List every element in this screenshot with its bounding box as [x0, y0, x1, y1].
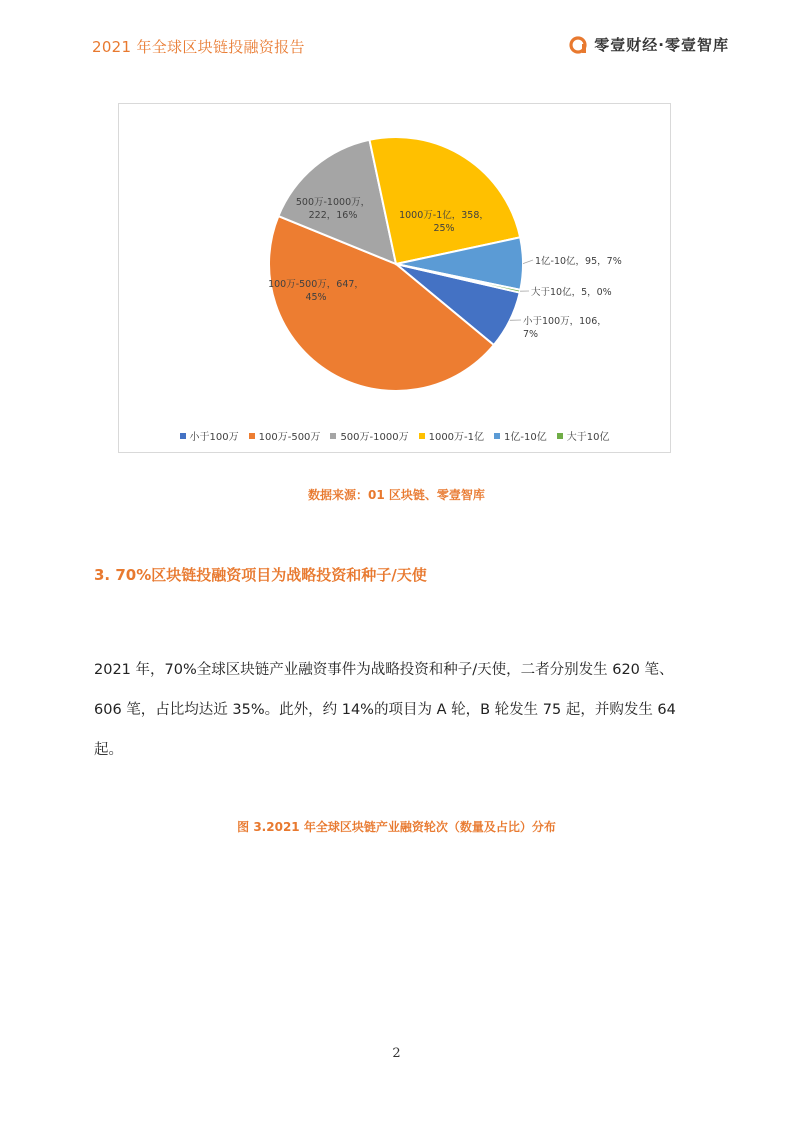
legend-swatch [494, 433, 500, 439]
legend-label: 大于10亿 [566, 432, 610, 443]
slice-label [523, 315, 607, 340]
legend-item [180, 428, 239, 443]
legend-item [249, 428, 321, 443]
pie-chart [118, 103, 671, 453]
legend-item [557, 428, 610, 443]
header-title: 2021 年全球区块链投融资报告 [92, 38, 305, 56]
chart-legend [119, 428, 670, 443]
slice-label-line: 7% [523, 329, 539, 340]
paragraph-line: 2021 年，70%全球区块链产业融资事件为战略投资和种子/天使，二者分别发生 620 笔、 [94, 662, 674, 678]
legend-swatch [180, 433, 186, 439]
paragraph-line: 606 笔，占比均达近 35%。此外，约 14%的项目为 A 轮，B 轮发生 75 起，并购发生 64 [94, 702, 676, 718]
legend-swatch [419, 433, 425, 439]
slice-label [535, 255, 622, 267]
brand-name: 零壹财经·零壹智库 [594, 36, 729, 54]
legend-label: 1亿-10亿 [504, 432, 547, 443]
legend-label: 500万-1000万 [340, 432, 409, 443]
legend-swatch [249, 433, 255, 439]
leader-line [523, 260, 533, 264]
slice-label-line: 1000万-1亿，358， [399, 210, 489, 221]
legend-item [419, 428, 484, 443]
slice-label-line: 25% [433, 223, 455, 234]
slice-label-line: 45% [305, 292, 327, 303]
brand-logo-icon [568, 35, 588, 55]
slice-label [531, 286, 612, 298]
body-paragraph [94, 650, 714, 770]
page-number: 2 [392, 1046, 401, 1061]
legend-item [494, 428, 547, 443]
legend-item [330, 428, 408, 443]
slice-label-line: 大于10亿，5，0% [531, 287, 612, 298]
figure-caption: 图 3.2021 年全球区块链产业融资轮次（数量及占比）分布 [237, 820, 556, 834]
legend-label: 小于100万 [189, 432, 239, 443]
slice-label-line: 500万-1000万， [295, 197, 371, 208]
legend-label: 100万-500万 [258, 432, 321, 443]
data-source: 数据来源：01 区块链、零壹智库 [308, 488, 485, 502]
paragraph-line: 起。 [94, 742, 123, 758]
legend-swatch [330, 433, 336, 439]
slice-label-line: 小于100万，106， [523, 316, 607, 327]
legend-label: 1000万-1亿 [428, 432, 485, 443]
legend-swatch [557, 433, 563, 439]
pie-svg [119, 104, 672, 454]
slice-label-line: 100万-500万，647， [268, 279, 364, 290]
slice-label-line: 1亿-10亿，95，7% [535, 256, 622, 267]
brand [568, 34, 729, 55]
section-heading: 3. 70%区块链投融资项目为战略投资和种子/天使 [94, 566, 427, 584]
slice-label-line: 222，16% [308, 210, 358, 221]
